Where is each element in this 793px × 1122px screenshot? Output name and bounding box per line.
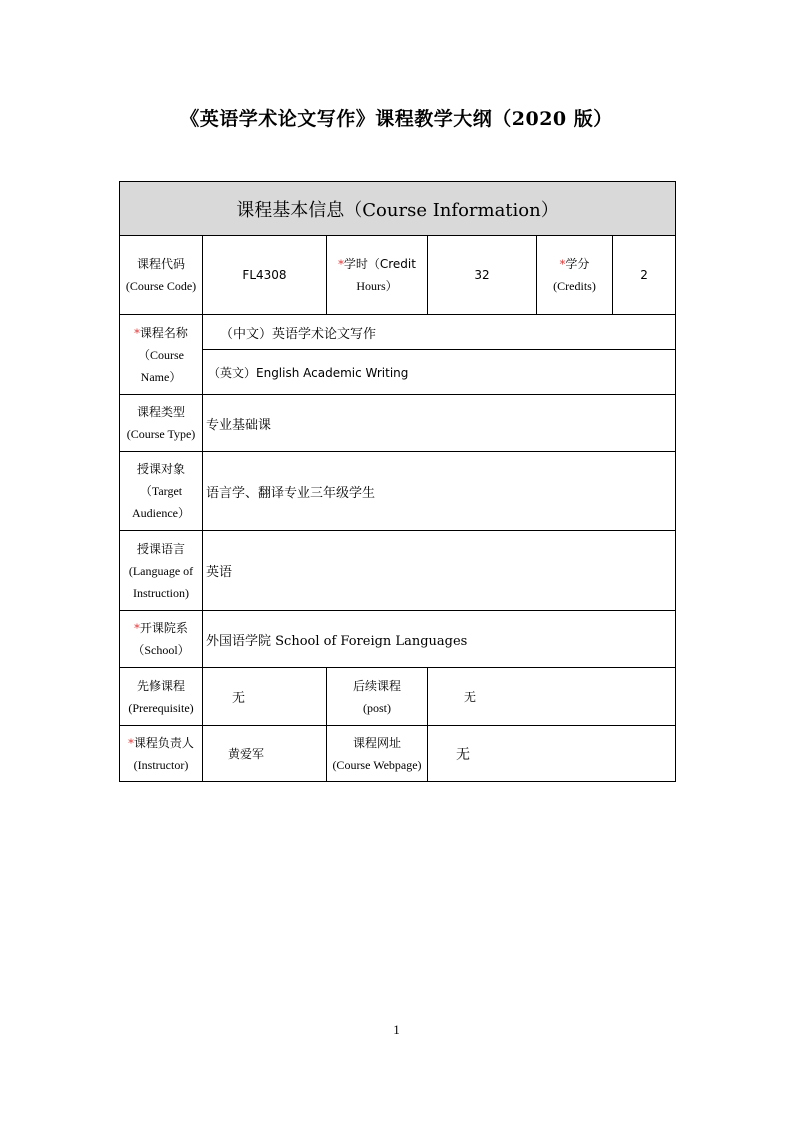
course-info-table bbox=[119, 181, 676, 782]
table-row bbox=[120, 531, 676, 611]
instructor-label: *课程负责人 (Instructor) bbox=[120, 726, 203, 782]
instructor-value: 黄爱军 bbox=[203, 726, 327, 782]
page-number: 1 bbox=[393, 1022, 400, 1037]
credits-label: *学分 (Credits) bbox=[537, 236, 613, 315]
school-label: *开课院系 （School） bbox=[120, 611, 203, 668]
table-row bbox=[120, 452, 676, 531]
post-course-value: 无 bbox=[428, 668, 676, 726]
table-header: 课程基本信息（Course Information） bbox=[120, 182, 676, 236]
course-name-label: *课程名称 （Course Name） bbox=[120, 315, 203, 395]
course-name-en-value: （英文）English Academic Writing bbox=[203, 350, 676, 395]
language-value: 英语 bbox=[203, 531, 676, 611]
table-row bbox=[120, 236, 676, 315]
credit-hours-label: *学时（Credit Hours） bbox=[327, 236, 428, 315]
table-row bbox=[120, 668, 676, 726]
table-row bbox=[120, 611, 676, 668]
course-type-label: 课程类型 (Course Type) bbox=[120, 395, 203, 452]
document-title: 《英语学术论文写作》课程教学大纲（2020 版） bbox=[180, 108, 613, 130]
target-audience-value: 语言学、翻译专业三年级学生 bbox=[203, 452, 676, 531]
course-code-label: 课程代码 (Course Code) bbox=[120, 236, 203, 315]
credits-value: 2 bbox=[613, 236, 676, 315]
course-type-value: 专业基础课 bbox=[203, 395, 676, 452]
course-code-value: FL4308 bbox=[203, 236, 327, 315]
table-row bbox=[120, 315, 676, 350]
credit-hours-value: 32 bbox=[428, 236, 537, 315]
target-audience-label: 授课对象 （Target Audience） bbox=[120, 452, 203, 531]
prerequisite-label: 先修课程 (Prerequisite) bbox=[120, 668, 203, 726]
table-row bbox=[120, 726, 676, 782]
language-label: 授课语言 (Language of Instruction) bbox=[120, 531, 203, 611]
course-name-zh-value: （中文）英语学术论文写作 bbox=[203, 315, 676, 350]
table-row bbox=[120, 350, 676, 395]
webpage-value: 无 bbox=[428, 726, 676, 782]
school-value: 外国语学院 School of Foreign Languages bbox=[203, 611, 676, 668]
post-course-label: 后续课程 (post) bbox=[327, 668, 428, 726]
table-row bbox=[120, 395, 676, 452]
webpage-label: 课程网址 (Course Webpage) bbox=[327, 726, 428, 782]
prerequisite-value: 无 bbox=[203, 668, 327, 726]
